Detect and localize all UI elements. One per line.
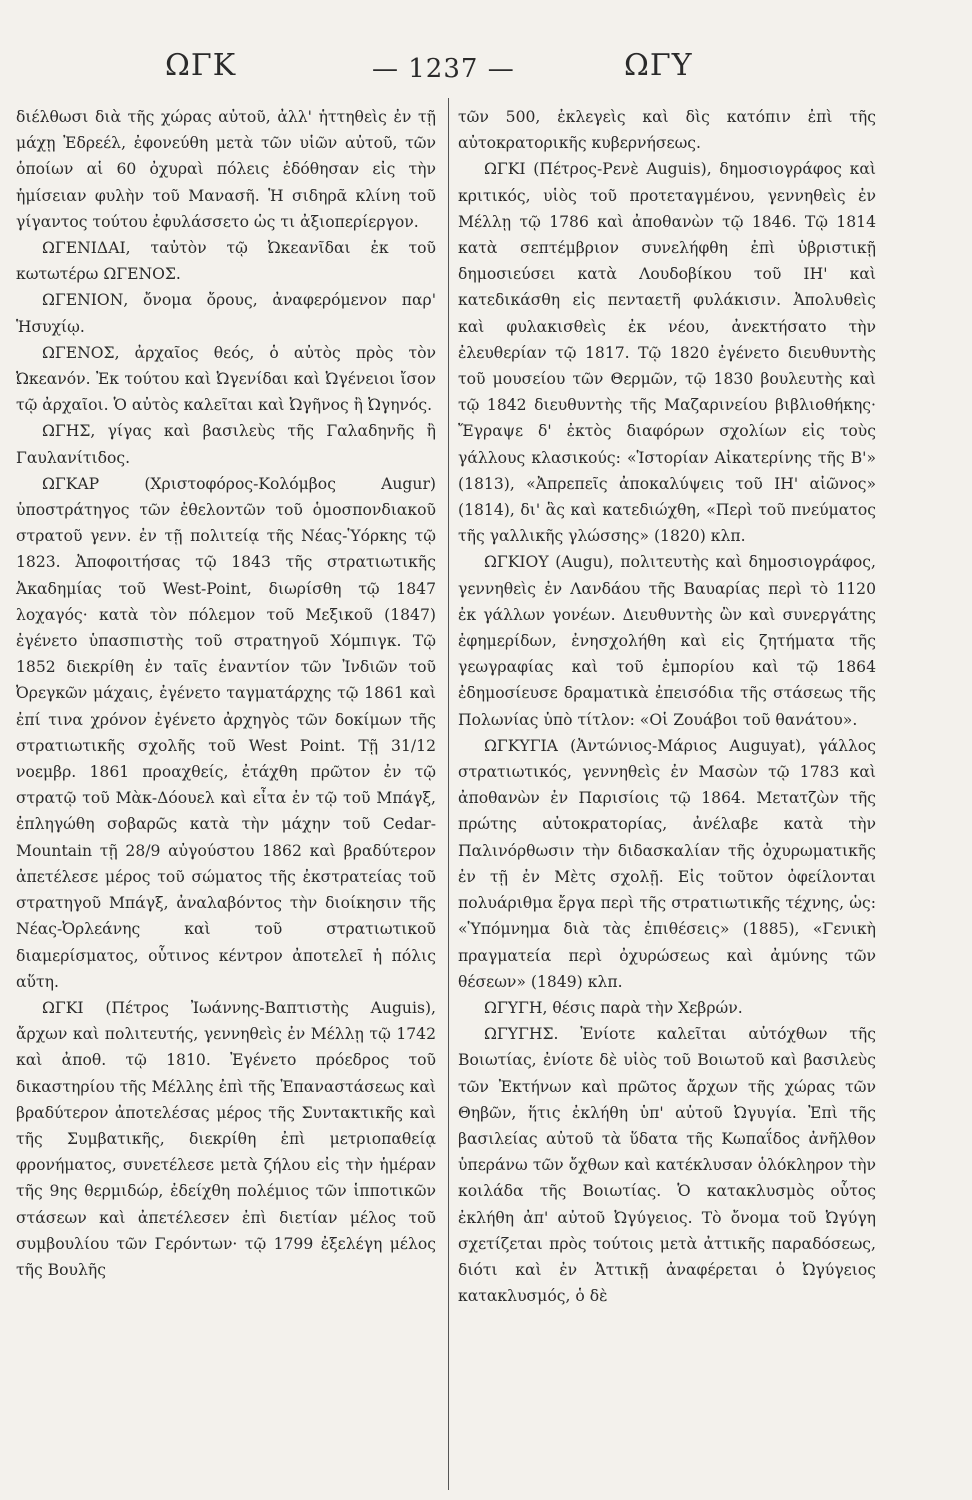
- entry-paragraph: ΩΓΚΑΡ (Χριστοφόρος-Κολόμβος Augur) ὑποστράτηγος τῶν ἐθελοντῶν τοῦ ὁμοσπονδιακοῦ στρατοῦ γενν. ἐν τῇ πολιτείᾳ τῆς Νέας-Ὑόρκης τῷ 1823. Ἀποφοιτήσας τῷ 1843 τῆς στρατιωτικῆς Ἀκαδημίας τοῦ West-Point, διωρίσθη τῷ 1847 λοχαγός· κατὰ τὸν πόλεμον τοῦ Μεξικοῦ (1847) ἐγένετο ὑπασπιστὴς τοῦ στρατηγοῦ Χόμπιγκ. Τῷ 1852 διεκρίθη ἐν ταῖς ἐναντίον τῶν Ἰνδιῶν τοῦ Ὀρεγκῶν μάχαις, ἐγένετο ταγματάρχης τῷ 1861 καὶ ἐπί τινα χρόνον ἐγένετο ἀρχηγὸς τῶν δοκίμων τῆς στρατιωτικῆς σχολῆς τοῦ West Point. Τῇ 31/12 νοεμβρ. 1861 προαχθείς, ἐτάχθη πρῶτον ἐν τῷ στρατῷ τοῦ Μὰκ-Δόουελ καὶ εἶτα ἐν τῷ τοῦ Μπάγξ, ἐπληγώθη σοβαρῶς κατὰ τὴν μάχην τοῦ Cedar-Mountain τῇ 28/9 αὐγούστου 1862 καὶ βραδύτερον ἀπετέλεσε μέρος τοῦ σώματος τῆς ἐκστρατείας τοῦ στρατηγοῦ Μπάγξ, ἀναλαβόντος τὴν διοίκησιν τῆς Νέας-Ὀρλεάνης καὶ τοῦ στρατιωτικοῦ διαμερίσματος, οὗτινος κέντρον ἀποτελεῖ ἡ πόλις αὕτη.: [16, 474, 436, 991]
- running-head-left: ΩΓΚ: [165, 48, 237, 83]
- entry-paragraph: ΩΓΥΓΗ, θέσις παρὰ τὴν Χεβρών.: [484, 998, 743, 1017]
- paragraph: διέλθωσι διὰ τῆς χώρας αὐτοῦ, ἀλλ' ἡττηθεὶς ἐν τῇ μάχῃ Ἐδρεέλ, ἐφονεύθη μετὰ τῶν υἱῶν αὐτοῦ, τῶν ὁποίων αἱ 60 ὀχυραὶ πόλεις ἐδόθησαν εἰς τὴν ἡμίσειαν φυλὴν τοῦ Μανασῆ. Ἡ σιδηρᾶ κλίνη τοῦ γίγαντος τούτου ἐφυλάσσετο ὡς τι ἀξιοπερίεργον.: [16, 108, 436, 231]
- entry-paragraph: ΩΓΚΥΓΙΑ (Ἀντώνιος-Μάριος Auguyat), γάλλος στρατιωτικός, γεννηθεὶς ἐν Μασὼν τῷ 1783 καὶ ἀποθανὼν ἐν Παρισίοις τῷ 1864. Μετατζὼν τῆς πρώτης αὐτοκρατορίας, ἀνέλαβε κατὰ τὴν Παλινόρθωσιν τὴν διδασκαλίαν τῆς ὀχυρωματικῆς ἐν τῇ ἐν Μὲτς σχολῇ. Εἰς τοῦτον ὀφείλονται πολυάριθμα ἔργα περὶ τῆς στρατιωτικῆς τέχνης, ὡς: «Ὑπόμνημα διὰ τὰς ἐπιθέσεις» (1885), «Γενικὴ πραγματεία περὶ ὀχυρώσεως καὶ ἀμύνης τῶν θέσεων» (1849) κλπ.: [458, 736, 876, 991]
- running-head-right: ΩΓΥ: [624, 48, 693, 83]
- entry-paragraph: ΩΓΕΝΙΟΝ, ὄνομα ὄρους, ἀναφερόμενον παρ' Ἡσυχίῳ.: [16, 291, 436, 336]
- right-column: [458, 104, 876, 1309]
- entry-paragraph: ΩΓΕΝΟΣ, ἀρχαῖος θεός, ὁ αὐτὸς πρὸς τὸν Ὠκεανόν. Ἐκ τούτου καὶ Ὠγενίδαι καὶ Ὠγένειοι ἴσον τῷ ἀρχαῖοι. Ὁ αὐτὸς καλεῖται καὶ Ὠγῆνος ἢ Ὠγηνός.: [16, 343, 436, 415]
- entry-paragraph: ΩΓΥΓΗΣ. Ἐνίοτε καλεῖται αὐτόχθων τῆς Βοιωτίας, ἐνίοτε δὲ υἱὸς τοῦ Βοιωτοῦ καὶ βασιλεὺς τῶν Ἐκτήνων καὶ πρῶτος ἄρχων τῆς χώρας τῶν Θηβῶν, ἥτις ἐκλήθη ὑπ' αὐτοῦ Ὠγυγία. Ἐπὶ τῆς βασιλείας αὐτοῦ τὰ ὕδατα τῆς Κωπαΐδος ἀνῆλθον ὑπεράνω τῶν ὄχθων καὶ κατέκλυσαν ὁλόκληρον τὴν κοιλάδα τῆς Βοιωτίας. Ὁ κατακλυσμὸς οὗτος ἐκλήθη ἀπ' αὐτοῦ Ὠγύγειος. Τὸ ὄνομα τοῦ Ὠγύγη σχετίζεται πρὸς τούτοις μετὰ ἀττικῆς παραδόσεως, διότι καὶ ἐν Ἀττικῇ ἀναφέρεται ὁ Ὠγύγειος κατακλυσμός, ὁ δὲ: [458, 1025, 876, 1306]
- entry-paragraph: ΩΓΗΣ, γίγας καὶ βασιλεὺς τῆς Γαλαδηνῆς ἢ Γαυλανίτιδος.: [16, 422, 436, 467]
- page-number: — 1237 —: [372, 54, 515, 84]
- paragraph: τῶν 500, ἐκλεγεὶς καὶ δὶς κατόπιν ἐπὶ τῆς αὐτοκρατορικῆς κυβερνήσεως.: [458, 108, 876, 153]
- column-divider: [448, 98, 449, 1490]
- left-column: [16, 104, 436, 1283]
- entry-paragraph: ΩΓΕΝΙΔΑΙ, ταὐτὸν τῷ Ὠκεανῖδαι ἐκ τοῦ κωτωτέρω ΩΓΕΝΟΣ.: [16, 239, 436, 284]
- entry-paragraph: ΩΓΚΙ (Πέτρος-Ρενὲ Auguis), δημοσιογράφος καὶ κριτικός, υἱὸς τοῦ προτεταγμένου, γεννηθεὶς ἐν Μέλλῃ τῷ 1786 καὶ ἀποθανὼν τῷ 1846. Τῷ 1814 κατὰ σεπτέμβριον συνελήφθη ἐπὶ ὑβριστικῇ δημοσιεύσει κατὰ Λουδοβίκου τοῦ ΙΗ' καὶ κατεδικάσθη εἰς πενταετῆ φυλάκισιν. Ἀπολυθεὶς καὶ φυλακισθεὶς ἐκ νέου, ἀνεκτήσατο τὴν ἐλευθερίαν τῷ 1817. Τῷ 1820 ἐγένετο διευθυντὴς τοῦ μουσείου τῶν Θερμῶν, τῷ 1830 βουλευτὴς καὶ τῷ 1842 διευθυντὴς τῆς Μαζαρινείου βιβλιοθήκης· Ἔγραψε δ' ἐκτὸς διαφόρων σχολίων εἰς τοὺς γάλλους κλασικούς: «Ἱστορίαν Αἰκατερίνης τῆς Β'» (1813), «Ἀπρεπεῖς ἀποκαλύψεις τοῦ ΙΗ' αἰῶνος» (1814), δι' ἃς καὶ κατεδιώχθη, «Περὶ τοῦ πνεύματος τῆς γαλλικῆς γλώσσης» (1820) κλπ.: [458, 160, 876, 546]
- entry-paragraph: ΩΓΚΙΟΥ (Augu), πολιτευτὴς καὶ δημοσιογράφος, γεννηθεὶς ἐν Λανδάου τῆς Βαυαρίας περὶ τὸ 1120 ἐκ γάλλων γονέων. Διευθυντὴς ὢν καὶ συνεργάτης ἐφημερίδων, ἐνησχολήθη καὶ εἰς ζητήματα τῆς γεωγραφίας καὶ τοῦ ἐμπορίου καὶ τῷ 1864 ἐδημοσίευσε δραματικὰ ἐπεισόδια τῆς στάσεως τῆς Πολωνίας ὑπὸ τίτλον: «Οἱ Ζουάβοι τοῦ θανάτου».: [458, 553, 876, 729]
- entry-paragraph: ΩΓΚΙ (Πέτρος Ἰωάννης-Βαπτιστὴς Auguis), ἄρχων καὶ πολιτευτής, γεννηθεὶς ἐν Μέλλῃ τῷ 1742 καὶ ἀποθ. τῷ 1810. Ἐγένετο πρόεδρος τοῦ δικαστηρίου τῆς Μέλλης ἐπὶ τῆς Ἐπαναστάσεως καὶ βραδύτερον ἀποτελέσας μέρος τῆς Συντακτικῆς καὶ τῆς Συμβατικῆς, διεκρίθη ἐπὶ μετριοπαθείᾳ φρονήματος, συνετέλεσε μετὰ ζήλου εἰς τὴν ἡμέραν τῆς 9ης θερμιδώρ, ἐδείχθη πολέμιος τῶν ἱπποτικῶν στάσεων καὶ ἀπετέλεσεν ἐπὶ διετίαν μέλος τοῦ συμβουλίου τῶν Γερόντων· τῷ 1799 ἐξελέγη μέλος τῆς Βουλῆς: [16, 998, 436, 1279]
- page-header: [0, 48, 972, 88]
